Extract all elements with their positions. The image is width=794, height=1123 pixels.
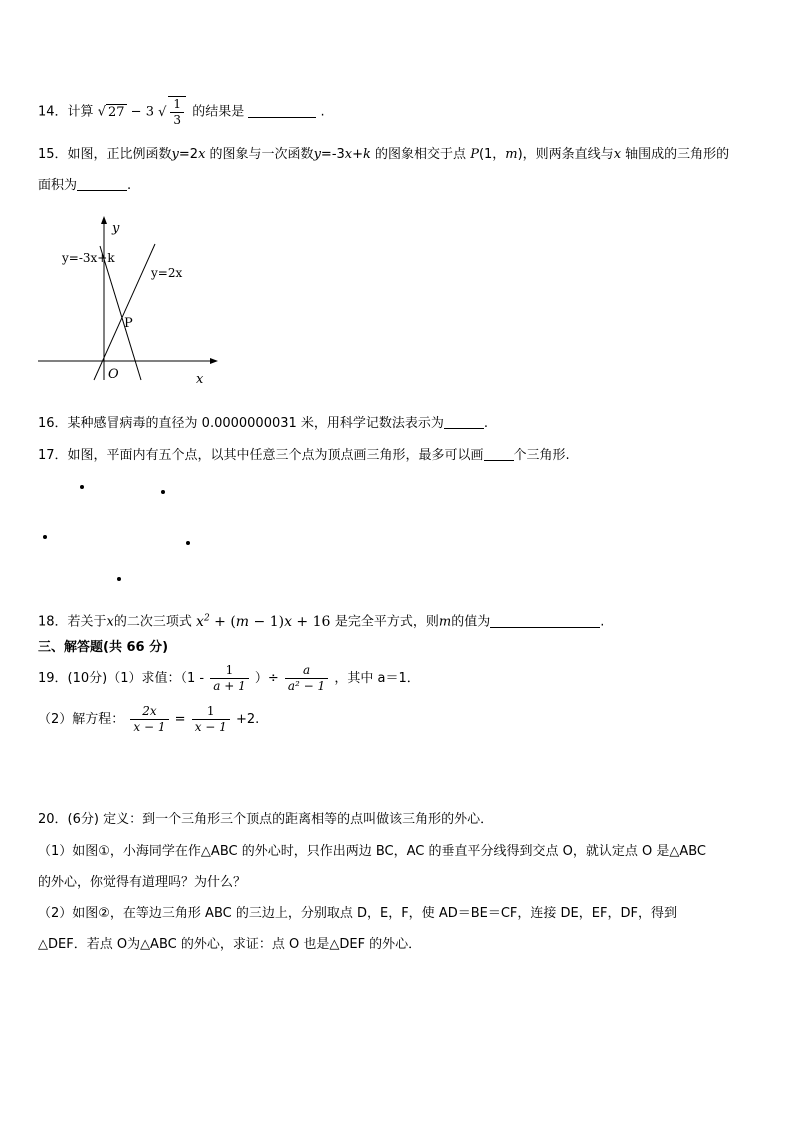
question-16: 16．某种感冒病毒的直径为 0.0000000031 米，用科学记数法表示为 . bbox=[38, 416, 489, 431]
question-15-line2: 面积为 . bbox=[38, 178, 132, 193]
fraction-1: $\frac{1}{a + 1}$ bbox=[210, 663, 248, 694]
question-20-line4: （2）如图②，在等边三角形 ABC 的三边上，分别取点 D，E，F，使 AD＝BE＝CF，连接 DE，EF，DF，得到 bbox=[38, 906, 677, 921]
question-20-line3: 的外心，你觉得有道理吗？为什么？ bbox=[38, 875, 247, 890]
answer-blank-16[interactable] bbox=[444, 414, 484, 429]
question-19-part2: （2）解方程： $\frac{2x}{x - 1}$ = $\frac{1}{x - 1}$ +2. bbox=[38, 704, 260, 734]
label-origin: O bbox=[108, 367, 119, 382]
q15-graph bbox=[30, 210, 230, 390]
question-18: 18．若关于x的二次三项式 $x^2 + (m - 1)x + 16$ 是完全平方式，则m的值为 . bbox=[38, 613, 605, 630]
label-p: P bbox=[124, 316, 133, 331]
point-3 bbox=[43, 535, 47, 539]
x-axis-arrow bbox=[210, 358, 218, 364]
answer-blank-14[interactable] bbox=[248, 103, 316, 118]
answer-blank-15[interactable] bbox=[77, 176, 127, 191]
question-20-line1: 20．(6分) 定义：到一个三角形三个顶点的距离相等的点叫做该三角形的外心． bbox=[38, 812, 494, 827]
question-20-line5: △DEF．若点 O为△ABC 的外心，求证：点 O 也是△DEF 的外心． bbox=[38, 937, 422, 952]
quadratic-expression: $x^2 + (m - 1)x + 16$ bbox=[196, 613, 331, 630]
q14-suffix: 的结果是 bbox=[192, 104, 245, 120]
fraction-4: $\frac{1}{x - 1}$ bbox=[192, 704, 230, 735]
label-y: y bbox=[112, 221, 120, 236]
q14-end: . bbox=[320, 104, 325, 120]
question-15-line1: 15．如图，正比例函数y=2x 的图象与一次函数y=-3x+k 的图象相交于点 P(1，m)，则两条直线与x 轴围成的三角形的 bbox=[38, 147, 730, 162]
line-y-neg3x-k bbox=[100, 246, 141, 380]
label-x: x bbox=[196, 372, 204, 387]
point-4 bbox=[186, 541, 190, 545]
question-20-line2: （1）如图①，小海同学在作△ABC 的外心时，只作出两边 BC，AC 的垂直平分线得到交点 O，就认定点 O 是△ABC bbox=[38, 844, 707, 859]
question-17: 17．如图，平面内有五个点，以其中任意三个点为顶点画三角形，最多可以画 个三角形. bbox=[38, 448, 570, 463]
point-2 bbox=[161, 490, 165, 494]
minus-3: − 3 bbox=[130, 104, 154, 120]
section-3-title: 三、解答题(共 66 分) bbox=[38, 640, 169, 655]
sqrt-frac: √ $\frac{1}{3}$ bbox=[158, 105, 188, 120]
y-axis-arrow bbox=[101, 216, 107, 224]
point-5 bbox=[117, 577, 121, 581]
fraction-3: $\frac{2x}{x - 1}$ bbox=[130, 704, 168, 735]
answer-blank-18[interactable] bbox=[490, 613, 600, 628]
question-19-part1: 19．(10分)（1）求值：（1 - $\frac{1}{a + 1}$ ）÷ $\frac{a}{\text{a² − 1}}$ ，其中 a＝1． bbox=[38, 663, 420, 693]
fraction-2: $\frac{a}{\text{a² − 1}}$ bbox=[285, 663, 328, 694]
sqrt-27: √ 27 bbox=[97, 104, 125, 120]
point-1 bbox=[80, 485, 84, 489]
label-line2: y=2x bbox=[151, 266, 183, 280]
label-line1: y=-3x+k bbox=[62, 251, 115, 265]
answer-blank-17[interactable] bbox=[484, 446, 514, 461]
q14-prefix: 14．计算 bbox=[38, 104, 94, 120]
question-14 bbox=[38, 96, 325, 128]
